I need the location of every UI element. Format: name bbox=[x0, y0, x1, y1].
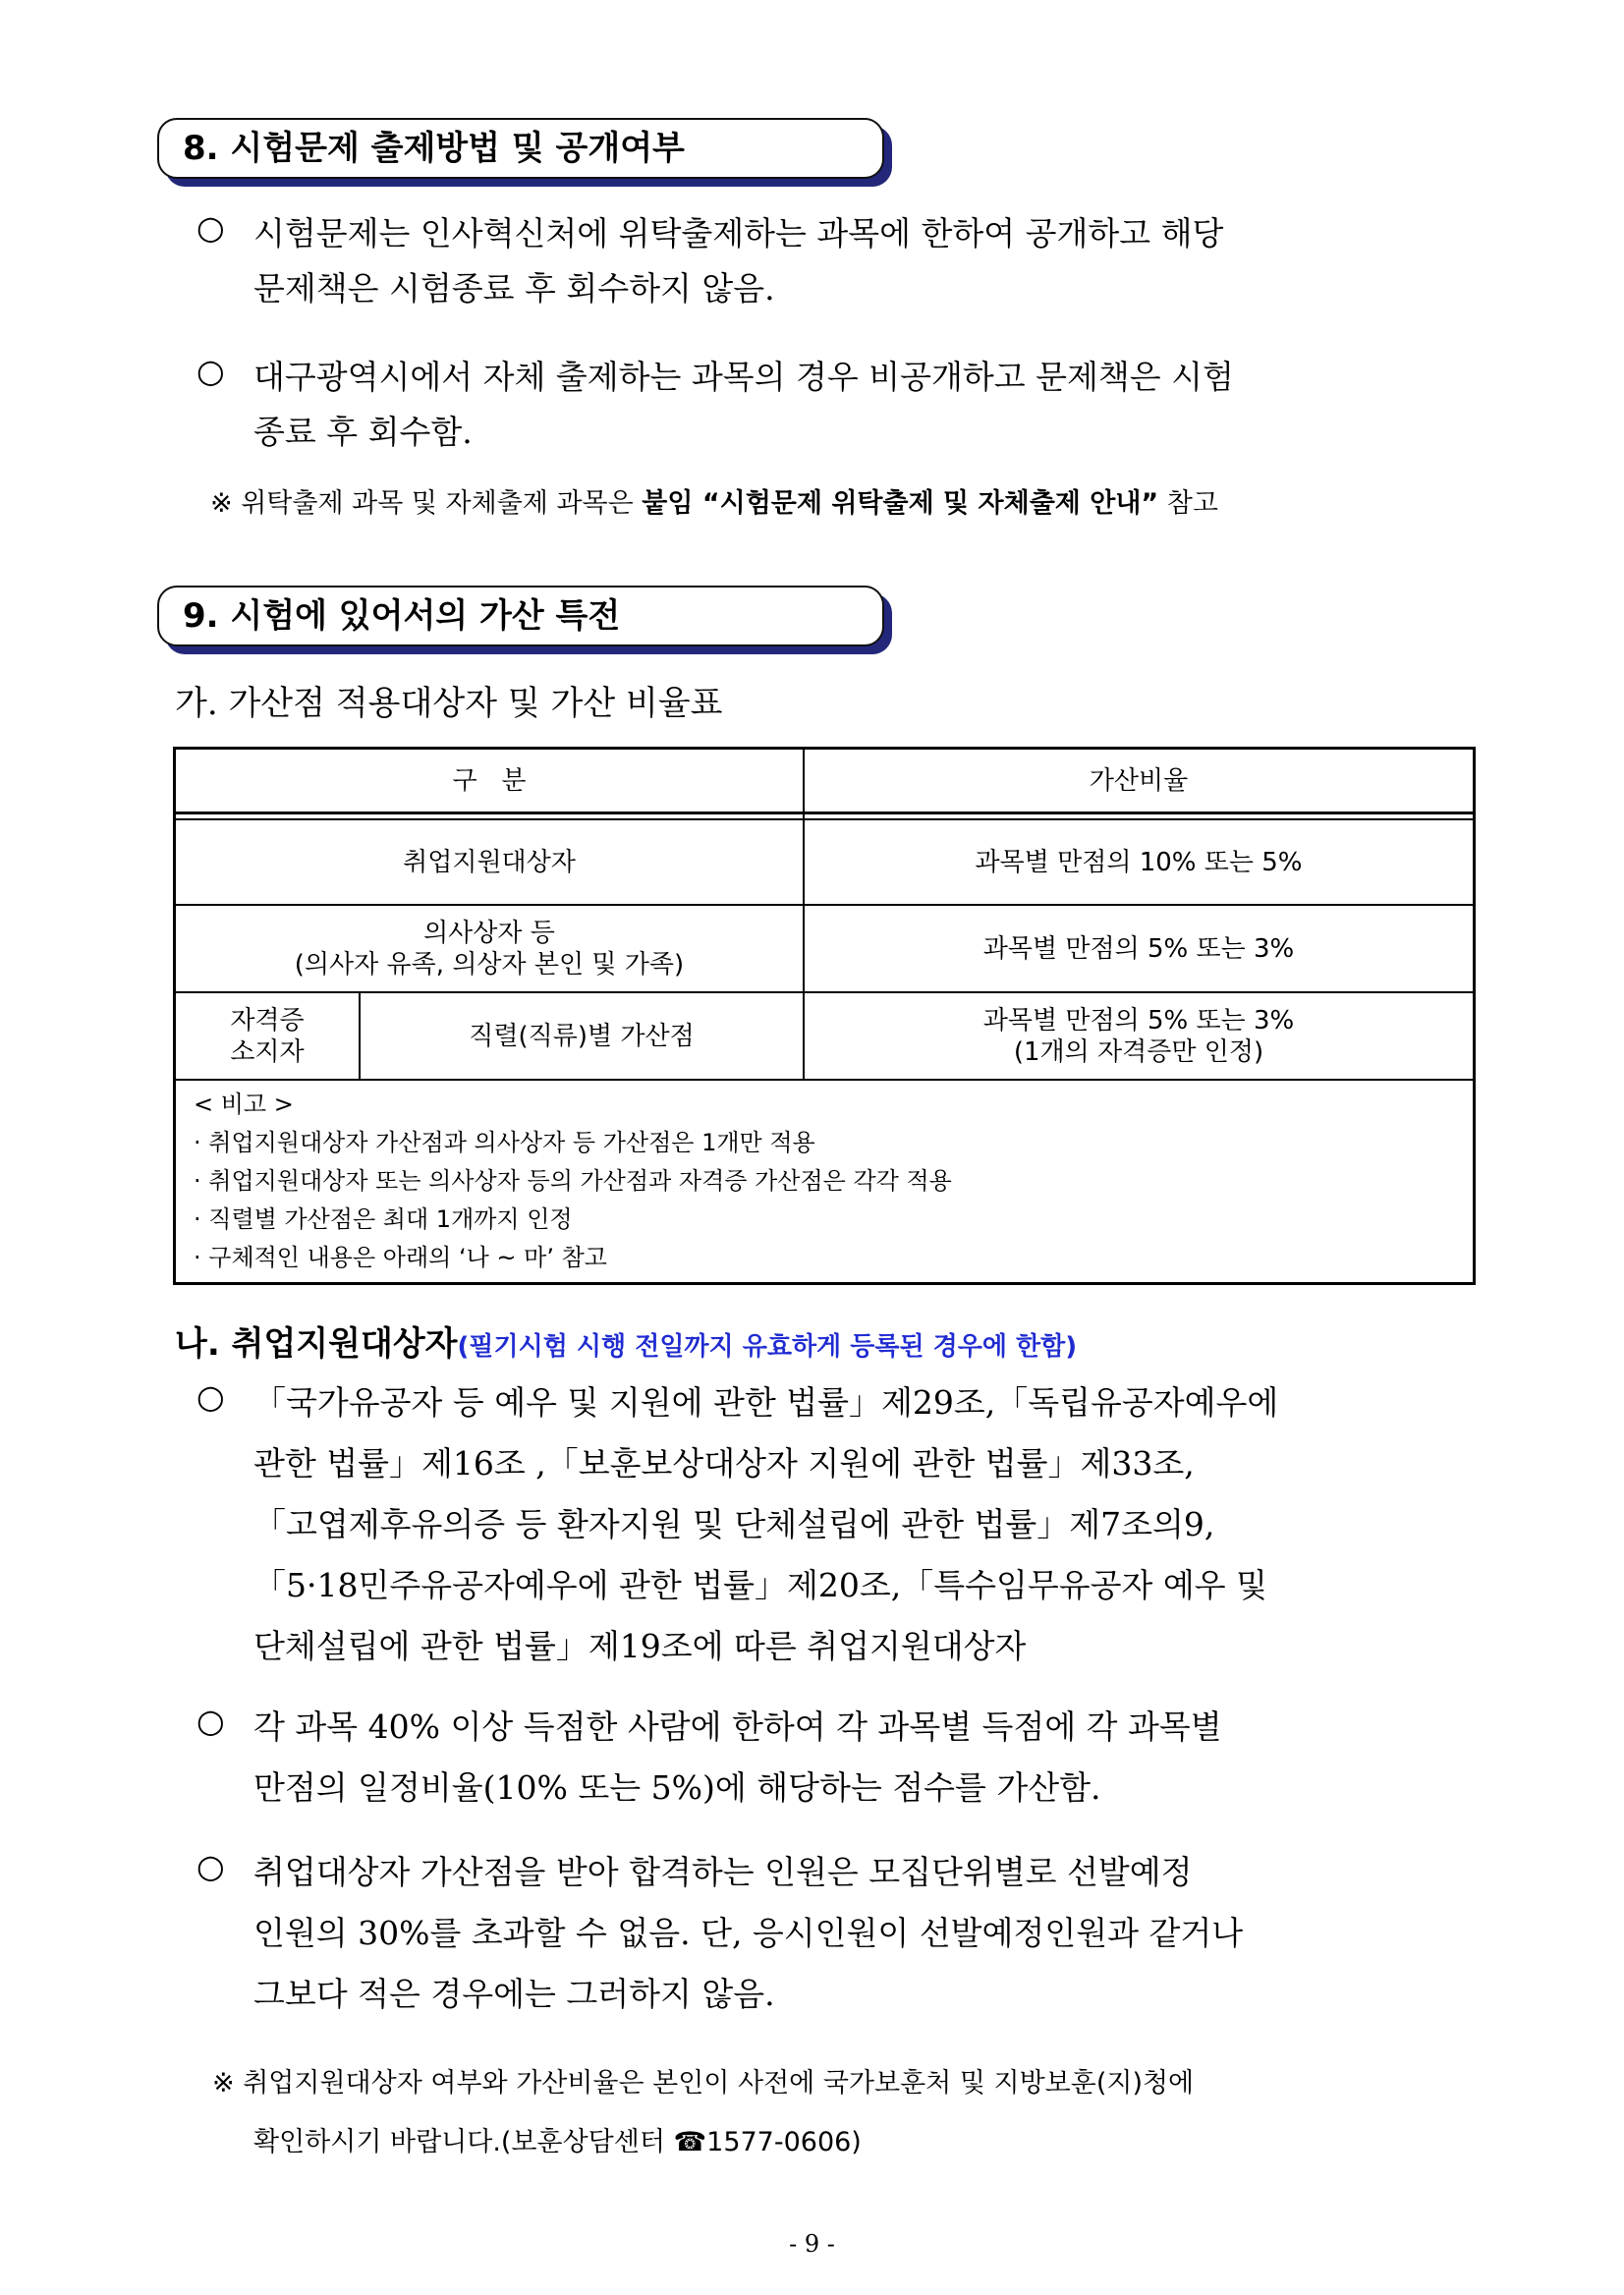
section-9-heading bbox=[157, 586, 884, 646]
paragraph-line: 종료 후 회수함. bbox=[253, 413, 473, 451]
cell-line: 과목별 만점의 5% 또는 3% bbox=[982, 1005, 1295, 1036]
table-cell-label bbox=[176, 906, 803, 991]
paragraph-line: 인원의 30%를 초과할 수 없음. 단, 응시인원이 선발예정인원과 같거나 bbox=[253, 1914, 1244, 1952]
table-cell-rate: 과목별 만점의 10% 또는 5% bbox=[975, 847, 1303, 877]
table-rule bbox=[176, 1079, 1473, 1081]
paragraph-line: 각 과목 40% 이상 득점한 사람에 한하여 각 과목별 득점에 각 과목별 bbox=[253, 1707, 1222, 1746]
cell-line: (의사자 유족, 의상자 본인 및 가족) bbox=[294, 949, 685, 980]
table-header-rate: 가산비율 bbox=[1089, 765, 1189, 796]
section-9-paragraph-laws bbox=[196, 1377, 1474, 1672]
paragraph-line: 「고엽제후유의증 등 환자지원 및 단체설립에 관한 법률」제7조의9, bbox=[253, 1505, 1215, 1543]
section-9-paragraph-limit bbox=[196, 1847, 1474, 2034]
cell-line: (1개의 자격증만 인정) bbox=[1013, 1036, 1264, 1067]
subtitle-b bbox=[175, 1316, 1077, 1365]
paragraph-line: 문제책은 시험종료 후 회수하지 않음. bbox=[253, 269, 775, 308]
section-8-paragraph-2 bbox=[196, 352, 1474, 460]
remarks-line: · 취업지원대상자 또는 의사상자 등의 가산점과 자격증 가산점은 각각 적용 bbox=[194, 1167, 952, 1195]
cell-line: 소지자 bbox=[230, 1036, 305, 1067]
section-8-reference-note bbox=[210, 481, 1218, 520]
paragraph-line: 대구광역시에서 자체 출제하는 과목의 경우 비공개하고 문제책은 시험 bbox=[253, 358, 1234, 396]
final-note-line-2: 확인하시기 바랍니다.(보훈상담센터 ☎1577-0606) bbox=[253, 2127, 862, 2157]
paragraph-line: 그보다 적은 경우에는 그러하지 않음. bbox=[253, 1975, 775, 2013]
remarks-line: · 직렬별 가산점은 최대 1개까지 인정 bbox=[194, 1205, 573, 1233]
bonus-rate-table bbox=[173, 747, 1476, 1285]
remarks-line: · 구체적인 내용은 아래의 ‘나 ~ 마’ 참고 bbox=[194, 1244, 607, 1271]
bullet-circle: ○ bbox=[196, 208, 225, 247]
table-cell-group bbox=[176, 993, 359, 1079]
table-cell-rate: 과목별 만점의 5% 또는 3% bbox=[982, 933, 1295, 964]
subtitle-a: 가. 가산점 적용대상자 및 가산 비율표 bbox=[175, 684, 723, 723]
table-cell-label: 취업지원대상자 bbox=[403, 847, 576, 877]
section-9-paragraph-scoring bbox=[196, 1702, 1474, 1819]
paragraph-line: 취업대상자 가산점을 받아 합격하는 인원은 모집단위별로 선발예정 bbox=[253, 1853, 1193, 1891]
section-8-paragraph-1 bbox=[196, 208, 1474, 316]
subtitle-b-condition: (필기시험 시행 전일까지 유효하게 등록된 경우에 한함) bbox=[457, 1332, 1078, 1362]
section-9-title: 9. 시험에 있어서의 가산 특전 bbox=[183, 596, 621, 636]
cell-line: 의사상자 등 bbox=[423, 918, 555, 948]
subtitle-b-text: 나. 취업지원대상자 bbox=[175, 1324, 458, 1364]
cell-line: 자격증 bbox=[230, 1005, 305, 1036]
final-note-line-1: ※ 취업지원대상자 여부와 가산비율은 본인이 사전에 국가보훈처 및 지방보훈(지)청에 bbox=[212, 2068, 1195, 2099]
bullet-circle: ○ bbox=[196, 1847, 225, 1885]
section-8-heading bbox=[157, 118, 884, 179]
table-remarks bbox=[176, 1086, 1473, 1282]
table-header-category: 구 분 bbox=[452, 765, 527, 796]
table-rule bbox=[176, 812, 1473, 814]
remarks-line: < 비고 > bbox=[194, 1091, 294, 1118]
paragraph-line: 만점의 일정비율(10% 또는 5%)에 해당하는 점수를 가산함. bbox=[253, 1768, 1101, 1807]
note-bold-text: 붙임 “시험문제 위탁출제 및 자체출제 안내” bbox=[642, 488, 1159, 519]
bullet-circle: ○ bbox=[196, 1377, 225, 1416]
bullet-circle: ○ bbox=[196, 352, 225, 390]
note-text: 참고 bbox=[1166, 488, 1218, 519]
paragraph-line: 단체설립에 관한 법률」제19조에 따른 취업지원대상자 bbox=[253, 1627, 1027, 1665]
section-8-title: 8. 시험문제 출제방법 및 공개여부 bbox=[183, 129, 685, 168]
reference-mark: ※ bbox=[210, 488, 233, 519]
page-number: - 9 - bbox=[789, 2230, 835, 2258]
paragraph-line: 시험문제는 인사혁신처에 위탁출제하는 과목에 한하여 공개하고 해당 bbox=[253, 214, 1224, 252]
note-text: 위탁출제 과목 및 자체출제 과목은 bbox=[241, 488, 634, 519]
bullet-circle: ○ bbox=[196, 1702, 225, 1740]
paragraph-line: 「국가유공자 등 예우 및 지원에 관한 법률」제29조,「독립유공자예우에 bbox=[253, 1383, 1279, 1422]
table-cell-label: 직렬(직류)별 가산점 bbox=[469, 1021, 695, 1051]
paragraph-line: 관한 법률」제16조 ,「보훈보상대상자 지원에 관한 법률」제33조, bbox=[253, 1444, 1195, 1483]
paragraph-line: 「5·18민주유공자예우에 관한 법률」제20조,「특수임무유공자 예우 및 bbox=[253, 1566, 1267, 1604]
table-cell-rate bbox=[805, 993, 1473, 1079]
remarks-line: · 취업지원대상자 가산점과 의사상자 등 가산점은 1개만 적용 bbox=[194, 1129, 815, 1156]
